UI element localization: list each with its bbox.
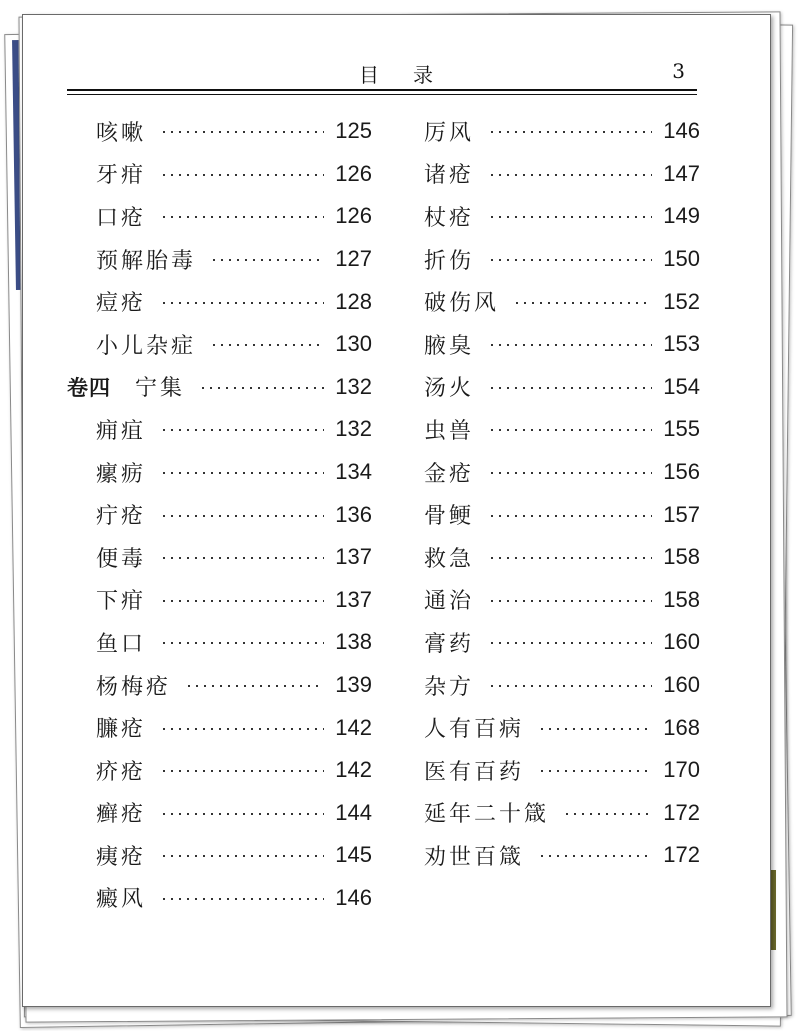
dot-leader xyxy=(160,600,324,602)
entry-page-number: 152 xyxy=(663,288,700,314)
toc-entry[interactable] xyxy=(395,451,700,494)
dot-leader xyxy=(160,429,324,431)
entry-page-number: 132 xyxy=(335,416,372,442)
dot-leader xyxy=(160,515,324,517)
entry-title: 下疳 xyxy=(96,589,147,615)
entry-title: 预解胎毒 xyxy=(96,248,197,274)
entry-page-number: 126 xyxy=(335,203,372,229)
entry-page-number: 127 xyxy=(335,246,372,272)
dot-leader xyxy=(160,642,324,644)
entry-title: 痘疮 xyxy=(96,291,147,317)
toc-entry[interactable] xyxy=(67,451,372,494)
entry-title: 痈疽 xyxy=(96,418,147,444)
dot-leader xyxy=(160,898,324,900)
toc-entry[interactable] xyxy=(67,749,372,792)
entry-title: 口疮 xyxy=(96,205,147,231)
dot-leader xyxy=(160,855,324,857)
toc-page xyxy=(22,14,771,1007)
entry-page-number: 170 xyxy=(663,757,700,783)
entry-page-number: 138 xyxy=(335,629,372,655)
dot-leader xyxy=(488,515,652,517)
toc-entry[interactable] xyxy=(395,153,700,196)
dot-leader xyxy=(185,685,324,687)
dot-leader xyxy=(488,472,652,474)
toc-entry[interactable] xyxy=(395,749,700,792)
toc-entry[interactable] xyxy=(395,706,700,749)
toc-entry[interactable] xyxy=(67,664,372,707)
dot-leader xyxy=(160,174,324,176)
toc-entry[interactable] xyxy=(67,834,372,877)
entry-title: 通治 xyxy=(424,589,475,615)
entry-title: 救急 xyxy=(424,546,475,572)
dot-leader xyxy=(538,728,652,730)
entry-page-number: 146 xyxy=(335,884,372,910)
toc-entry[interactable] xyxy=(395,408,700,451)
dot-leader xyxy=(488,557,652,559)
dot-leader xyxy=(488,642,652,644)
dot-leader xyxy=(160,472,324,474)
dot-leader xyxy=(488,259,652,261)
entry-page-number: 128 xyxy=(335,288,372,314)
toc-entry[interactable] xyxy=(395,579,700,622)
dot-leader xyxy=(210,259,324,261)
entry-page-number: 147 xyxy=(663,160,700,186)
dot-leader xyxy=(488,429,652,431)
entry-title: 汤火 xyxy=(424,376,475,402)
toc-entry[interactable] xyxy=(395,536,700,579)
entry-page-number: 130 xyxy=(335,331,372,357)
entry-title: 腋臭 xyxy=(424,333,475,359)
entry-title: 杨梅疮 xyxy=(96,674,172,700)
entry-title: 臁疮 xyxy=(96,717,147,743)
entry-title: 医有百药 xyxy=(424,759,525,785)
entry-page-number: 158 xyxy=(663,544,700,570)
toc-entry[interactable] xyxy=(67,153,372,196)
entry-page-number: 172 xyxy=(663,842,700,868)
entry-page-number: 132 xyxy=(335,373,372,399)
dot-leader xyxy=(160,557,324,559)
entry-title: 癣疮 xyxy=(96,802,147,828)
dot-leader xyxy=(160,302,324,304)
toc-entry[interactable] xyxy=(67,408,372,451)
entry-page-number: 125 xyxy=(335,118,372,144)
entry-title: 诸疮 xyxy=(424,163,475,189)
toc-entry[interactable] xyxy=(395,621,700,664)
entry-title: 鱼口 xyxy=(96,631,147,657)
toc-section-entry[interactable] xyxy=(67,366,372,409)
dot-leader xyxy=(210,344,324,346)
entry-page-number: 136 xyxy=(335,501,372,527)
page-number: 3 xyxy=(672,59,685,83)
entry-title: 虫兽 xyxy=(424,418,475,444)
dot-leader xyxy=(160,216,324,218)
entry-page-number: 137 xyxy=(335,586,372,612)
entry-title: 小儿杂症 xyxy=(96,333,197,359)
entry-title: 宁集 xyxy=(135,376,186,402)
entry-title: 疔疮 xyxy=(96,504,147,530)
entry-page-number: 146 xyxy=(663,118,700,144)
toc-entry[interactable] xyxy=(395,834,700,877)
entry-title: 破伤风 xyxy=(424,291,500,317)
toc-entry[interactable] xyxy=(395,110,700,153)
entry-title: 骨鲠 xyxy=(424,504,475,530)
dot-leader xyxy=(488,131,652,133)
section-label: 卷四 xyxy=(67,375,111,400)
entry-title: 便毒 xyxy=(96,546,147,572)
toc-entry[interactable] xyxy=(395,195,700,238)
dot-leader xyxy=(538,770,652,772)
entry-page-number: 150 xyxy=(663,246,700,272)
toc-entry[interactable] xyxy=(395,792,700,835)
toc-entry[interactable] xyxy=(67,280,372,323)
entry-title: 厉风 xyxy=(424,120,475,146)
dot-leader xyxy=(538,855,652,857)
entry-title: 延年二十箴 xyxy=(424,802,550,828)
toc-entry[interactable] xyxy=(67,792,372,835)
entry-title: 疥疮 xyxy=(96,759,147,785)
dot-leader xyxy=(199,387,324,389)
entry-page-number: 155 xyxy=(663,416,700,442)
entry-page-number: 142 xyxy=(335,714,372,740)
entry-page-number: 149 xyxy=(663,203,700,229)
entry-title: 痍疮 xyxy=(96,844,147,870)
entry-title: 折伤 xyxy=(424,248,475,274)
entry-page-number: 154 xyxy=(663,373,700,399)
toc-entry[interactable] xyxy=(67,706,372,749)
dot-leader xyxy=(160,728,324,730)
page-title: 目录 xyxy=(359,63,467,87)
toc-entry[interactable] xyxy=(395,366,700,409)
dot-leader xyxy=(488,685,652,687)
entry-title: 劝世百箴 xyxy=(424,844,525,870)
dot-leader xyxy=(488,600,652,602)
entry-page-number: 145 xyxy=(335,842,372,868)
dot-leader xyxy=(563,813,652,815)
entry-title: 金疮 xyxy=(424,461,475,487)
dot-leader xyxy=(160,770,324,772)
dot-leader xyxy=(160,813,324,815)
toc-entry[interactable] xyxy=(395,664,700,707)
entry-page-number: 160 xyxy=(663,672,700,698)
dot-leader xyxy=(513,302,652,304)
dot-leader xyxy=(488,174,652,176)
toc-entry[interactable] xyxy=(395,323,700,366)
toc-entry[interactable] xyxy=(67,579,372,622)
entry-title: 杂方 xyxy=(424,674,475,700)
entry-page-number: 126 xyxy=(335,160,372,186)
entry-page-number: 137 xyxy=(335,544,372,570)
dot-leader xyxy=(160,131,324,133)
toc-entry[interactable] xyxy=(67,877,372,920)
entry-page-number: 160 xyxy=(663,629,700,655)
entry-title: 咳嗽 xyxy=(96,120,147,146)
toc-entry[interactable] xyxy=(395,493,700,536)
entry-title: 人有百病 xyxy=(424,717,525,743)
entry-page-number: 144 xyxy=(335,799,372,825)
entry-title: 膏药 xyxy=(424,631,475,657)
dot-leader xyxy=(488,216,652,218)
toc-entry[interactable] xyxy=(395,280,700,323)
dot-leader xyxy=(488,387,652,389)
entry-page-number: 157 xyxy=(663,501,700,527)
entry-page-number: 139 xyxy=(335,672,372,698)
entry-title: 牙疳 xyxy=(96,163,147,189)
entry-page-number: 156 xyxy=(663,459,700,485)
toc-entry[interactable] xyxy=(67,195,372,238)
toc-entry[interactable] xyxy=(395,238,700,281)
toc-entry[interactable] xyxy=(67,621,372,664)
header-rule xyxy=(67,89,697,91)
toc-entry[interactable] xyxy=(67,493,372,536)
toc-column-left xyxy=(67,110,372,919)
entry-title: 杖疮 xyxy=(424,205,475,231)
entry-page-number: 134 xyxy=(335,459,372,485)
toc-entry[interactable] xyxy=(67,238,372,281)
toc-column-right xyxy=(395,110,700,877)
entry-title: 瘰疬 xyxy=(96,461,147,487)
toc-entry[interactable] xyxy=(67,110,372,153)
toc-entry[interactable] xyxy=(67,536,372,579)
entry-title: 癜风 xyxy=(96,887,147,913)
entry-page-number: 142 xyxy=(335,757,372,783)
header-rule-thin xyxy=(67,94,697,95)
toc-entry[interactable] xyxy=(67,323,372,366)
dot-leader xyxy=(488,344,652,346)
entry-page-number: 168 xyxy=(663,714,700,740)
entry-page-number: 158 xyxy=(663,586,700,612)
entry-page-number: 172 xyxy=(663,799,700,825)
entry-page-number: 153 xyxy=(663,331,700,357)
